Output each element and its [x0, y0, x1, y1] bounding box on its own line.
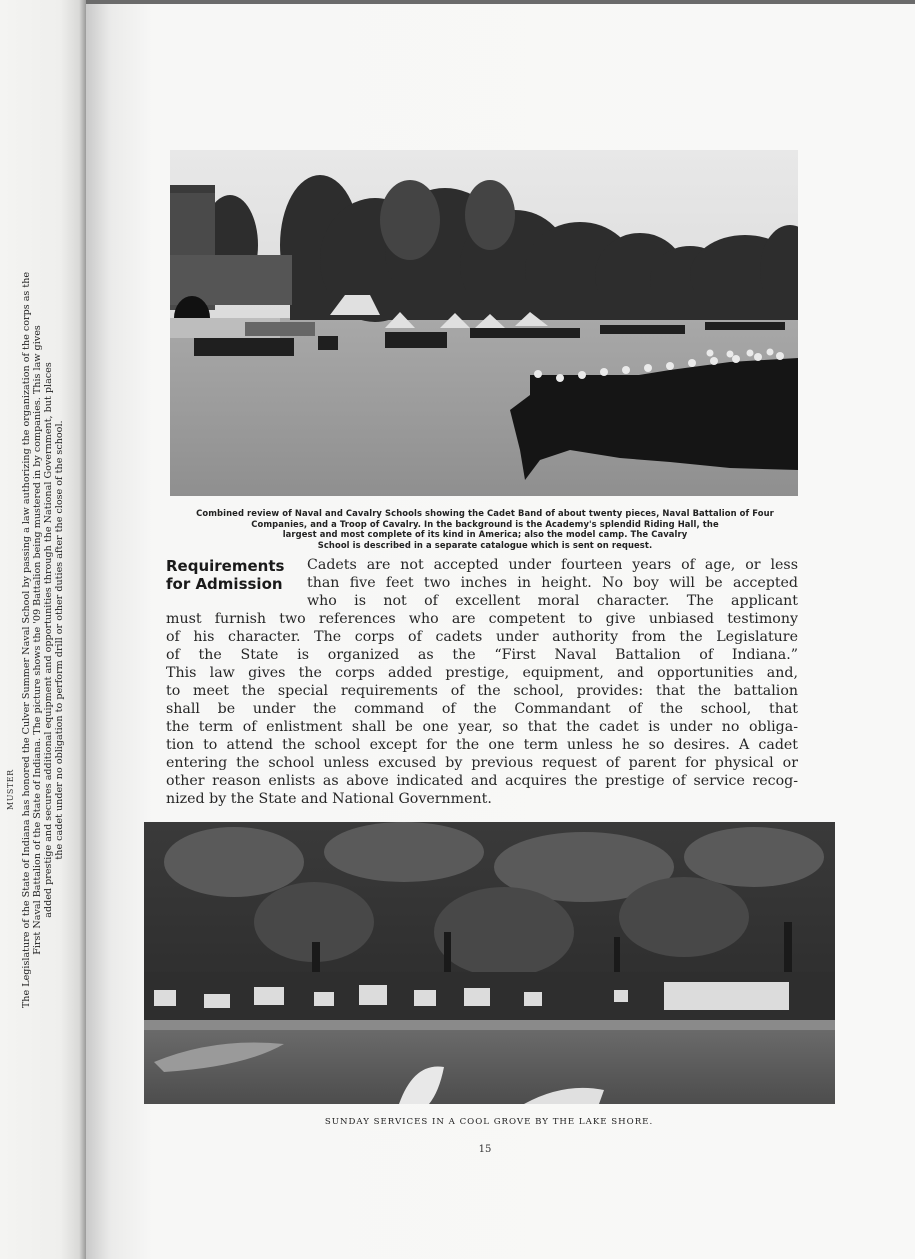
- paragraph-line: the term of enlistment shall be one year, so that the cadet is under no obliga-: [166, 719, 798, 735]
- left-page-line: First Naval Battalion of the State of Indiana. The picture shows the '09 Battalion being mustered in by companies. This law gives: [32, 325, 43, 955]
- page-number: 15: [478, 1144, 492, 1155]
- paragraph-line: Cadets are not accepted under fourteen years of age, or less: [307, 557, 798, 573]
- grove-photo-graphic: [144, 822, 835, 1104]
- left-facing-page: [0, 0, 86, 1259]
- caption-line: Combined review of Naval and Cavalry Schools showing the Cadet Band of about twenty pieces, Naval Battalion of Four: [196, 508, 774, 518]
- caption-line: largest and most complete of its kind in America; also the model camp. The Cavalry: [282, 529, 688, 539]
- paragraph-line: nized by the State and National Government.: [166, 791, 492, 807]
- review-photo-graphic: [170, 150, 798, 496]
- section-heading-line: Requirements: [166, 557, 285, 575]
- paragraph-line: other reason enlists as above indicated and acquires the prestige of service recog-: [166, 773, 798, 789]
- paragraph-line: than five feet two inches in height. No boy will be accepted: [307, 575, 798, 591]
- caption-line: Companies, and a Troop of Cavalry. In the background is the Academy's splendid Riding Hall, the: [251, 518, 719, 529]
- requirements-paragraph: [166, 556, 798, 808]
- paragraph-line: who is not of excellent moral character. The applicant: [307, 593, 798, 609]
- left-page-line: The Legislature of the State of Indiana has honored the Culver Summer Naval School by passing a law authorizing the organization of the corps as the: [21, 271, 32, 1009]
- section-heading-line: for Admission: [166, 575, 283, 593]
- left-page-line: the cadet under no obligation to perform drill or other duties after the close of the school.: [54, 420, 65, 860]
- paragraph-line: shall be under the command of the Commandant of the school, that: [166, 701, 798, 717]
- left-page-rotated-text: [6, 90, 65, 1190]
- paragraph-line: of his character. The corps of cadets under authority from the Legislature: [166, 629, 798, 645]
- paragraph-line: tion to attend the school except for the one term unless he so desires. A cadet: [166, 737, 798, 753]
- grove-photo-caption: SUNDAY SERVICES IN A COOL GROVE BY THE LAKE SHORE.: [324, 1117, 654, 1127]
- review-photo-caption: [160, 508, 810, 550]
- paragraph-line: of the State is organized as the “First Naval Battalion of Indiana.”: [166, 647, 798, 663]
- grove-photo: [144, 822, 835, 1104]
- paragraph-line: entering the school unless excused by previous request of parent for physical or: [166, 755, 798, 771]
- paragraph-line: This law gives the corps added prestige, equipment, and opportunities and,: [166, 665, 798, 681]
- left-page-line: added prestige and secures additional equipment and opportunities through the National Government, but places: [43, 362, 54, 918]
- paragraph-line: to meet the special requirements of the school, provides: that the battalion: [166, 683, 798, 699]
- paragraph-line: must furnish two references who are competent to give unbiased testimony: [166, 611, 798, 627]
- review-photo: [170, 150, 798, 496]
- left-page-header: MUSTER: [6, 769, 15, 810]
- caption-line: School is described in a separate catalogue which is sent on request.: [317, 539, 653, 550]
